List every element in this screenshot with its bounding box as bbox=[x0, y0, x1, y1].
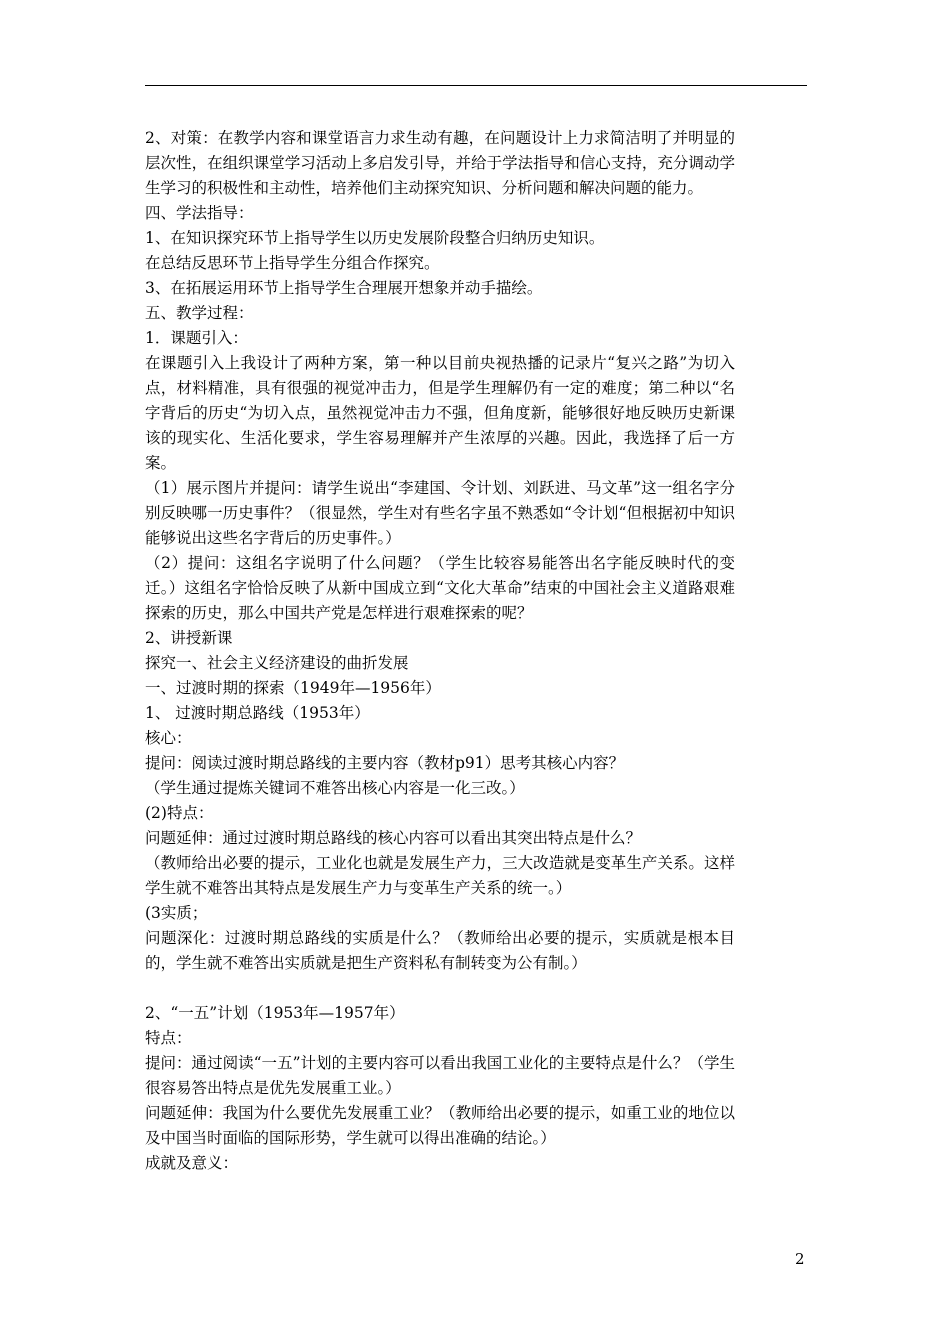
paragraph: 2、讲授新课 bbox=[145, 629, 233, 647]
paragraph: 2、“一五”计划（1953年—1957年） bbox=[145, 1004, 405, 1022]
paragraph: 提问：通过阅读“一五”计划的主要内容可以看出我国工业化的主要特点是什么？（学生很容易答出特点是优先发展重工业。） bbox=[145, 1054, 735, 1097]
paragraph: 问题深化：过渡时期总路线的实质是什么？（教师给出必要的提示，实质就是根本目的，学生就不难答出实质就是把生产资料私有制转变为公有制。） bbox=[145, 929, 735, 972]
page-number: 2 bbox=[795, 1250, 805, 1268]
paragraph: 1、 过渡时期总路线（1953年） bbox=[145, 704, 370, 722]
paragraph: 特点： bbox=[145, 1029, 192, 1047]
document-body bbox=[145, 126, 735, 1176]
blank-line bbox=[145, 976, 735, 1001]
paragraph: 一、过渡时期的探索（1949年—1956年） bbox=[145, 679, 441, 697]
paragraph: 五、教学过程： bbox=[145, 304, 254, 322]
paragraph: 提问：阅读过渡时期总路线的主要内容（教材p91）思考其核心内容？ bbox=[145, 754, 625, 772]
paragraph: 在课题引入上我设计了两种方案，第一种以目前央视热播的记录片“复兴之路”为切入点，材料精准，具有很强的视觉冲击力，但是学生理解仍有一定的难度；第二种以“名字背后的历史“为切入点，虽然视觉冲击力不强，但角度新，能够很好地反映历史新课该的现实化、生活化要求，学生容易理解并产生浓厚的兴趣。因此，我选择了后一方案。 bbox=[145, 354, 735, 472]
paragraph: （2）提问：这组名字说明了什么问题？（学生比较容易能答出名字能反映时代的变迁。）这组名字恰恰反映了从新中国成立到“文化大革命”结束的中国社会主义道路艰难探索的历史，那么中国共产党是怎样进行艰难探索的呢？ bbox=[145, 554, 735, 622]
paragraph: (2)特点： bbox=[145, 804, 214, 822]
paragraph: 成就及意义： bbox=[145, 1154, 239, 1172]
paragraph: 2、对策：在教学内容和课堂语言力求生动有趣，在问题设计上力求简洁明了并明显的层次性，在组织课堂学习活动上多启发引导，并给于学法指导和信心支持，充分调动学生学习的积极性和主动性，培养他们主动探究知识、分析问题和解决问题的能力。 bbox=[145, 129, 735, 197]
paragraph: 问题延伸：我国为什么要优先发展重工业？（教师给出必要的提示，如重工业的地位以及中国当时面临的国际形势，学生就可以得出准确的结论。） bbox=[145, 1104, 735, 1147]
paragraph: (3实质； bbox=[145, 904, 208, 922]
paragraph: 核心： bbox=[145, 729, 192, 747]
paragraph: （教师给出必要的提示，工业化也就是发展生产力，三大改造就是变革生产关系。这样学生就不难答出其特点是发展生产力与变革生产关系的统一。） bbox=[145, 854, 735, 897]
paragraph: 四、学法指导： bbox=[145, 204, 254, 222]
paragraph: 问题延伸：通过过渡时期总路线的核心内容可以看出其突出特点是什么？ bbox=[145, 829, 642, 847]
paragraph: （学生通过提炼关键词不难答出核心内容是一化三改。） bbox=[145, 779, 525, 797]
paragraph: 3、在拓展运用环节上指导学生合理展开想象并动手描绘。 bbox=[145, 279, 543, 297]
paragraph: 探究一、社会主义经济建设的曲折发展 bbox=[145, 654, 409, 672]
paragraph: 在总结反思环节上指导学生分组合作探究。 bbox=[145, 254, 440, 272]
paragraph: （1）展示图片并提问：请学生说出“李建国、令计划、刘跃进、马文革”这一组名字分别反映哪一历史事件？（很显然，学生对有些名字虽不熟悉如“令计划“但根据初中知识能够说出这些名字背后的历史事件。） bbox=[145, 479, 735, 547]
paragraph: 1、在知识探究环节上指导学生以历史发展阶段整合归纳历史知识。 bbox=[145, 229, 605, 247]
paragraph: 1．课题引入： bbox=[145, 329, 248, 347]
header-rule bbox=[145, 85, 807, 86]
